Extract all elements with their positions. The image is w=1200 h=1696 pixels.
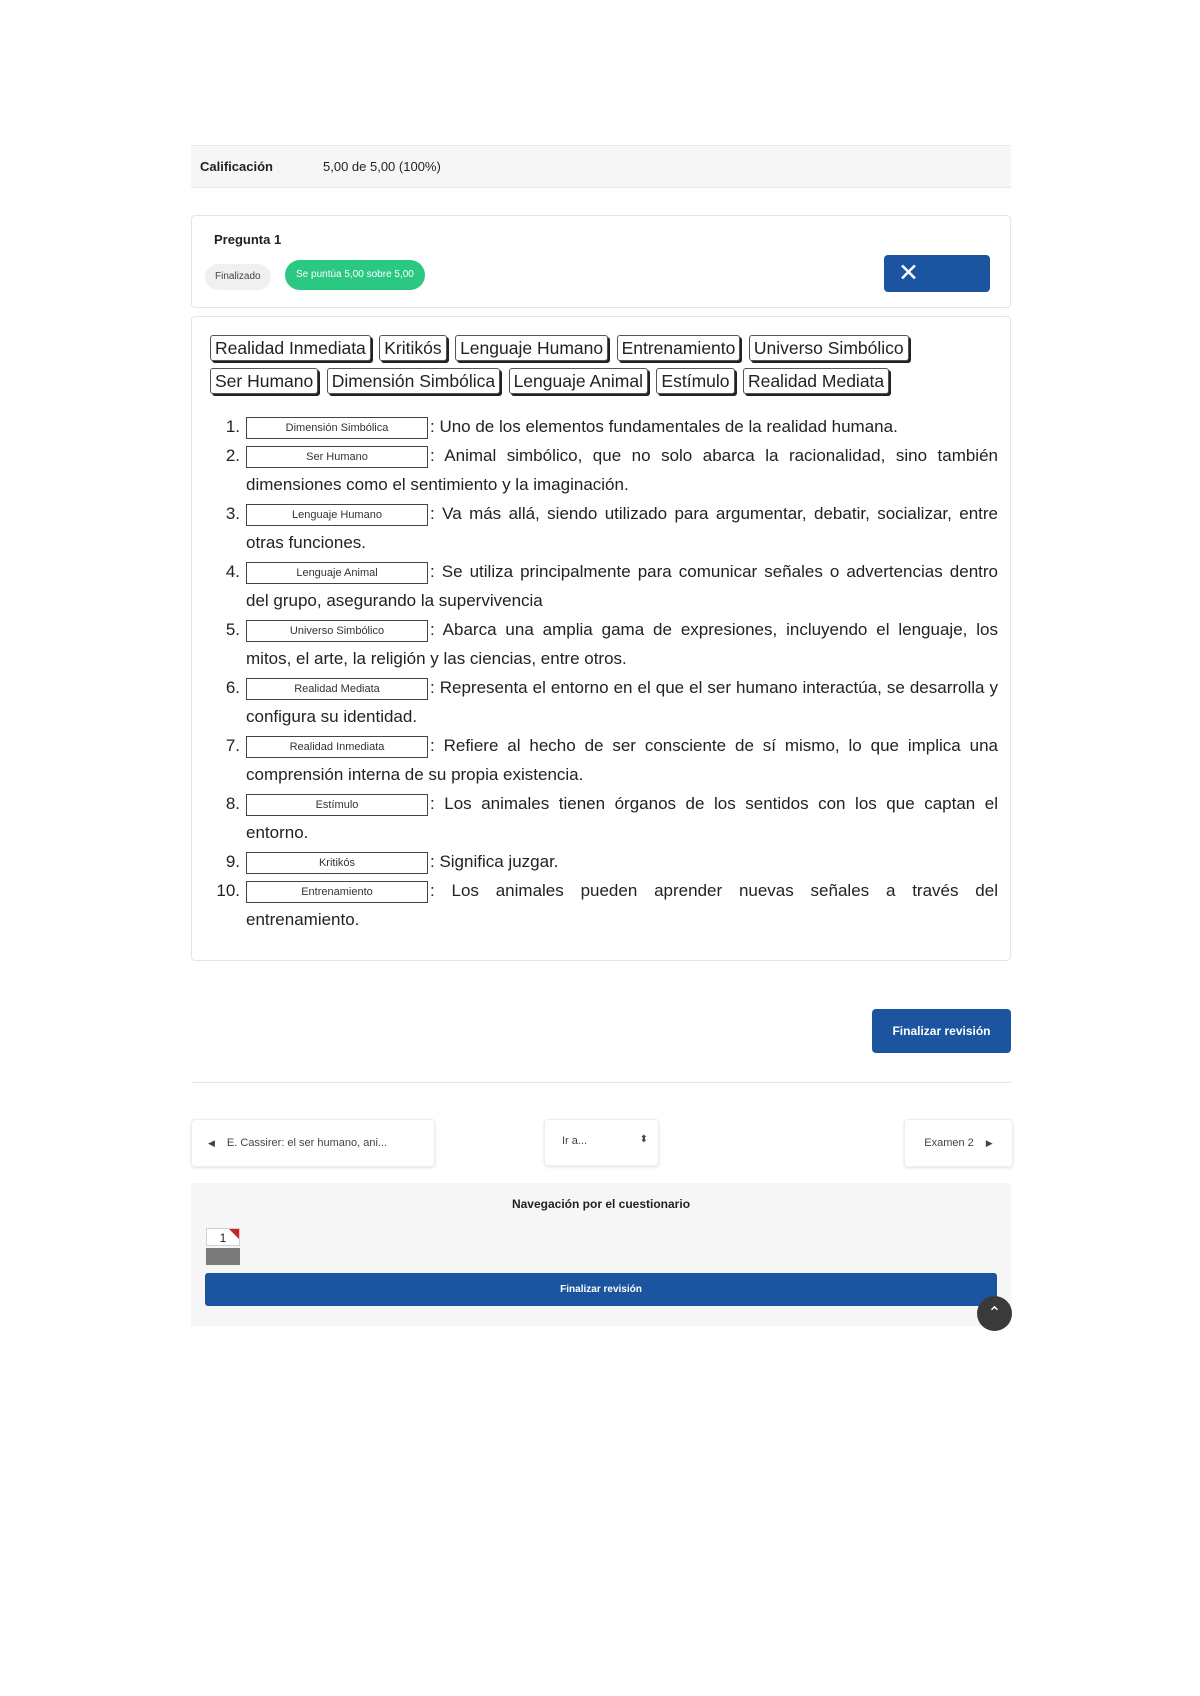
answer-drop-box[interactable]: Kritikós bbox=[246, 852, 428, 874]
item-text: : Se utiliza principalmente para comunicar señales o advertencias dentro del grupo, asegurando la supervivencia bbox=[246, 562, 998, 610]
question-nav-status bbox=[206, 1248, 240, 1265]
question-content-panel bbox=[191, 316, 1011, 961]
next-activity-label: Examen 2 bbox=[924, 1137, 974, 1149]
item-text: : Animal simbólico, que no solo abarca la racionalidad, sino también dimensiones como el sentimiento y la imaginación. bbox=[246, 446, 998, 494]
question-nav-number: 1 bbox=[206, 1228, 240, 1246]
item-number: 5. bbox=[225, 620, 240, 639]
jump-to-select[interactable] bbox=[544, 1119, 659, 1166]
finish-review-nav-button[interactable]: Finalizar revisión bbox=[205, 1273, 997, 1306]
word-chip[interactable]: Lenguaje Humano bbox=[455, 335, 608, 361]
quiz-navigation-block bbox=[191, 1183, 1011, 1326]
previous-activity-label: E. Cassirer: el ser humano, ani... bbox=[226, 1137, 388, 1149]
answer-drop-box[interactable]: Lenguaje Animal bbox=[246, 562, 428, 584]
word-chip[interactable]: Dimensión Simbólica bbox=[327, 368, 500, 394]
caret-right-icon: ▶ bbox=[985, 1137, 993, 1148]
item-number: 9. bbox=[225, 852, 240, 871]
list-item bbox=[210, 499, 998, 557]
item-text: : Significa juzgar. bbox=[430, 852, 559, 871]
item-number: 2. bbox=[225, 446, 240, 465]
section-divider bbox=[191, 1082, 1011, 1083]
close-icon: ✕ bbox=[898, 259, 919, 287]
jump-to-label: Ir a... bbox=[562, 1135, 588, 1147]
item-number: 4. bbox=[225, 562, 240, 581]
item-text: : Abarca una amplia gama de expresiones, incluyendo el lenguaje, los mitos, el arte, la religión y las ciencias, entre otros. bbox=[246, 620, 998, 668]
word-chip[interactable]: Entrenamiento bbox=[617, 335, 741, 361]
word-bank bbox=[210, 335, 990, 401]
grade-label: Calificación bbox=[200, 159, 273, 174]
answer-drop-box[interactable]: Realidad Inmediata bbox=[246, 736, 428, 758]
item-number: 1. bbox=[225, 417, 240, 436]
list-item bbox=[210, 441, 998, 499]
item-text: : Representa el entorno en el que el ser humano interactúa, se desarrolla y configura su identidad. bbox=[246, 678, 998, 726]
item-number: 6. bbox=[225, 678, 240, 697]
list-item bbox=[210, 847, 998, 876]
item-text: : Los animales pueden aprender nuevas señales a través del entrenamiento. bbox=[246, 881, 998, 929]
item-text: : Los animales tienen órganos de los sentidos con los que captan el entorno. bbox=[246, 794, 998, 842]
list-item bbox=[210, 876, 998, 934]
caret-left-icon: ◀ bbox=[208, 1137, 215, 1148]
select-arrows-icon: ⬍ bbox=[639, 1134, 648, 1145]
answer-drop-box[interactable]: Estímulo bbox=[246, 794, 428, 816]
answer-drop-box[interactable]: Entrenamiento bbox=[246, 881, 428, 903]
item-number: 10. bbox=[216, 881, 240, 900]
list-item bbox=[210, 673, 998, 731]
grade-summary-row bbox=[191, 145, 1011, 188]
grade-value: 5,00 de 5,00 (100%) bbox=[323, 159, 441, 174]
answer-drop-box[interactable]: Lenguaje Humano bbox=[246, 504, 428, 526]
question-state-badge: Finalizado bbox=[205, 264, 271, 290]
question-list bbox=[210, 412, 998, 934]
item-text: : Refiere al hecho de ser consciente de sí mismo, lo que implica una comprensión interna de su propia existencia. bbox=[246, 736, 998, 784]
back-to-top-button[interactable] bbox=[977, 1296, 1012, 1331]
item-text: : Uno de los elementos fundamentales de la realidad humana. bbox=[430, 417, 898, 436]
word-chip[interactable]: Ser Humano bbox=[210, 368, 318, 394]
item-number: 3. bbox=[225, 504, 240, 523]
answer-drop-box[interactable]: Ser Humano bbox=[246, 446, 428, 468]
word-chip[interactable]: Lenguaje Animal bbox=[509, 368, 648, 394]
question-grade-badge: Se puntúa 5,00 sobre 5,00 bbox=[285, 260, 425, 290]
word-chip[interactable]: Estímulo bbox=[656, 368, 734, 394]
item-text: : Va más allá, siendo utilizado para argumentar, debatir, socializar, entre otras funciones. bbox=[246, 504, 998, 552]
answer-drop-box[interactable]: Dimensión Simbólica bbox=[246, 417, 428, 439]
word-chip[interactable]: Realidad Inmediata bbox=[210, 335, 371, 361]
list-item bbox=[210, 731, 998, 789]
list-item bbox=[210, 412, 998, 441]
list-item bbox=[210, 615, 998, 673]
close-button[interactable] bbox=[884, 255, 990, 292]
finish-review-button[interactable]: Finalizar revisión bbox=[872, 1009, 1011, 1053]
question-number: Pregunta 1 bbox=[214, 232, 282, 247]
next-activity-link[interactable] bbox=[904, 1119, 1013, 1167]
chevron-up-icon: ⌃ bbox=[987, 1305, 1002, 1322]
word-chip[interactable]: Universo Simbólico bbox=[749, 335, 909, 361]
question-info-panel bbox=[191, 215, 1011, 308]
flag-icon bbox=[229, 1229, 239, 1239]
list-item bbox=[210, 557, 998, 615]
answer-drop-box[interactable]: Realidad Mediata bbox=[246, 678, 428, 700]
item-number: 8. bbox=[225, 794, 240, 813]
previous-activity-link[interactable] bbox=[191, 1119, 435, 1167]
quiz-navigation-title: Navegación por el cuestionario bbox=[511, 1197, 691, 1211]
item-number: 7. bbox=[225, 736, 240, 755]
answer-drop-box[interactable]: Universo Simbólico bbox=[246, 620, 428, 642]
word-chip[interactable]: Kritikós bbox=[379, 335, 446, 361]
question-nav-button[interactable] bbox=[206, 1228, 240, 1265]
list-item bbox=[210, 789, 998, 847]
word-chip[interactable]: Realidad Mediata bbox=[743, 368, 889, 394]
